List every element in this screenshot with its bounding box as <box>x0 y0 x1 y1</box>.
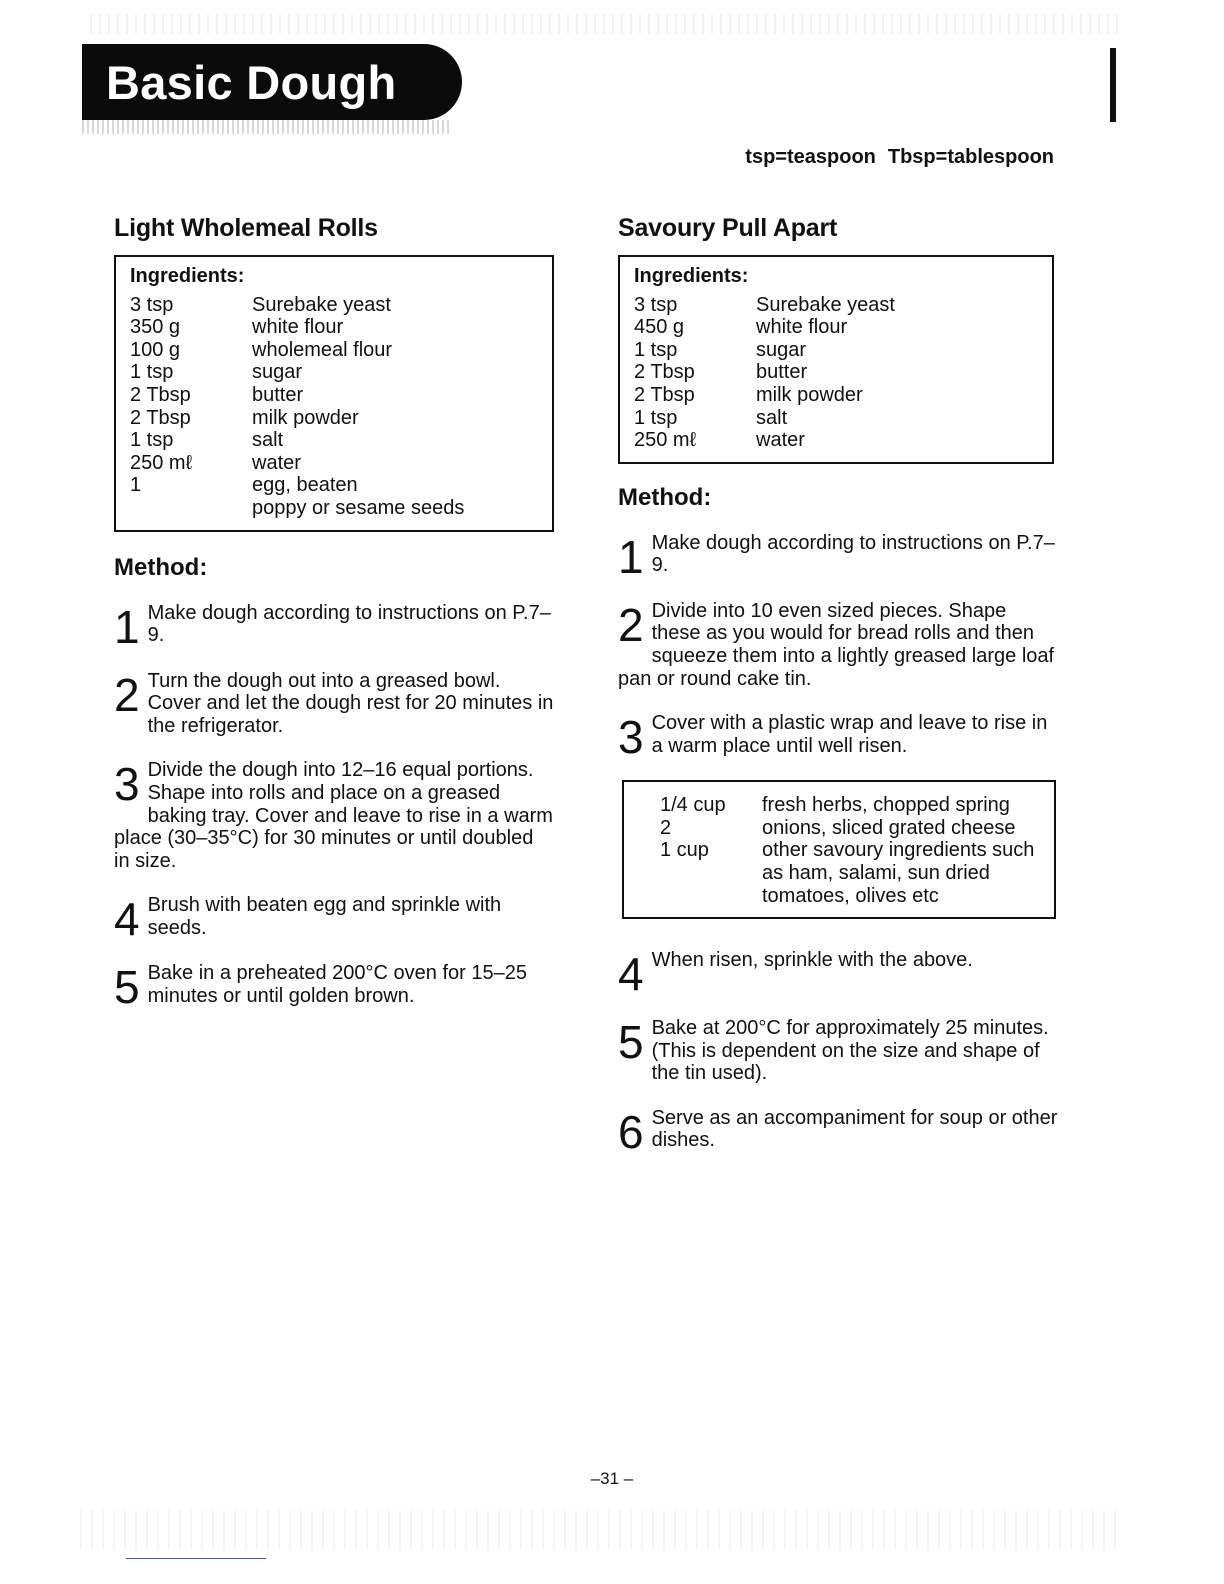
ingredient-row <box>130 452 540 475</box>
ingredient-name: water <box>756 429 805 452</box>
ingredient-quantity: 2 Tbsp <box>634 361 695 384</box>
ingredient-row <box>130 339 540 362</box>
step-text: Bake at 200°C for approximately 25 minutes. (This is dependent on the size and shape of the tin used). <box>651 1017 1049 1085</box>
ingredient-quantity: 2 Tbsp <box>130 383 191 406</box>
step-text: Serve as an accompaniment for soup or other dishes. <box>651 1106 1058 1152</box>
method-steps <box>618 530 1058 764</box>
scan-noise-bottom <box>80 1510 1120 1550</box>
step-number: 4 <box>114 893 140 946</box>
ingredient-row <box>130 361 540 384</box>
ingredient-name: sugar <box>252 361 303 384</box>
ingredient-quantity: 1 tsp <box>130 361 174 384</box>
step-number: 4 <box>618 948 644 1001</box>
ingredient-name: sugar <box>756 338 807 361</box>
ingredient-quantity: 3 tsp <box>130 293 174 316</box>
ingredient-row <box>130 294 540 317</box>
method-step <box>618 1105 1058 1158</box>
ingredient-name: milk powder <box>756 383 863 406</box>
method-step <box>618 600 1058 690</box>
extras-description: fresh herbs, chopped spring onions, sliced grated cheese other savoury ingredients such as ham, salami, sun dried tomatoes, olives etc <box>762 794 1035 907</box>
recipe-savoury-pull-apart <box>618 214 1058 1175</box>
step-text: Make dough according to instructions on P.7–9. <box>147 601 551 647</box>
ingredient-row <box>130 474 540 497</box>
ingredients-label: Ingredients: <box>130 265 245 287</box>
step-text: Make dough according to instructions on P.7–9. <box>651 531 1055 577</box>
ingredient-row <box>634 316 1040 339</box>
method-steps-continued <box>618 948 1058 1158</box>
step-number: 5 <box>114 961 140 1014</box>
method-step <box>114 759 554 872</box>
method-step <box>618 1017 1058 1085</box>
abbreviation-legend <box>745 146 1054 169</box>
ingredient-name: egg, beaten <box>252 474 358 497</box>
ingredient-name: Surebake yeast <box>756 293 895 316</box>
ingredient-quantity: 2 Tbsp <box>634 383 695 406</box>
ingredient-quantity: 450 g <box>634 316 685 339</box>
method-step <box>114 893 554 946</box>
bottom-rule <box>126 1558 266 1559</box>
ingredient-quantity: 2 Tbsp <box>130 406 191 429</box>
step-number: 3 <box>618 711 644 764</box>
page-title: Basic Dough <box>82 44 462 120</box>
ingredient-name: water <box>252 451 301 474</box>
step-text: Divide into 10 even sized pieces. Shape these as you would for bread rolls and then squeeze them into a lightly greased large loaf pan or round cake tin. <box>618 599 1055 690</box>
ingredient-name: butter <box>756 361 808 384</box>
ingredients-box <box>618 255 1054 464</box>
page-number: –31 – <box>590 1469 634 1488</box>
ingredient-name: white flour <box>252 316 344 339</box>
legend-tbsp: Tbsp=tablespoon <box>887 146 1054 168</box>
step-text: When risen, sprinkle with the above. <box>651 949 973 972</box>
edge-mark <box>1110 48 1116 122</box>
extras-quantity: 1 cup <box>660 839 709 862</box>
ingredient-quantity: 350 g <box>130 316 181 339</box>
ingredient-row <box>634 407 1040 430</box>
step-text: Divide the dough into 12–16 equal portions. Shape into rolls and place on a greased baking tray. Cover and leave to rise in a warm place (30–35°C) for 30 minutes or until doubled in size. <box>114 759 553 872</box>
method-label: Method: <box>114 553 208 581</box>
ingredient-row <box>130 407 540 430</box>
step-number: 3 <box>114 758 140 811</box>
ingredient-name: poppy or sesame seeds <box>252 496 465 519</box>
ingredient-row <box>634 384 1040 407</box>
scan-noise-top <box>90 14 1120 34</box>
step-text: Brush with beaten egg and sprinkle with seeds. <box>147 894 502 939</box>
ingredient-row <box>130 316 540 339</box>
step-text: Cover with a plastic wrap and leave to rise in a warm place until well risen. <box>651 712 1048 757</box>
ingredient-row <box>130 384 540 407</box>
ingredient-row <box>634 294 1040 317</box>
method-step <box>618 530 1058 583</box>
extras-quantity: 1/4 cup <box>660 794 726 817</box>
method-step <box>114 600 554 653</box>
ingredients-list <box>634 294 1040 452</box>
ingredient-quantity: 1 tsp <box>634 338 678 361</box>
recipe-light-wholemeal-rolls <box>114 214 554 1030</box>
step-number: 1 <box>114 600 140 653</box>
step-number: 2 <box>114 668 140 721</box>
ingredient-name: milk powder <box>252 406 359 429</box>
step-number: 6 <box>618 1105 644 1158</box>
ingredient-row <box>130 497 540 520</box>
ingredient-quantity: 250 mℓ <box>634 429 697 452</box>
step-text: Turn the dough out into a greased bowl. Cover and let the dough rest for 20 minutes in the refrigerator. <box>147 669 554 737</box>
ingredient-row <box>634 429 1040 452</box>
step-number: 5 <box>618 1016 644 1069</box>
step-number: 2 <box>618 598 644 651</box>
ingredient-quantity: 1 <box>130 474 142 497</box>
method-step <box>618 948 1058 1001</box>
recipe-title: Light Wholemeal Rolls <box>114 214 378 242</box>
legend-tsp: tsp=teaspoon <box>745 146 876 168</box>
step-text: Bake in a preheated 200°C oven for 15–25 minutes or until golden brown. <box>147 962 527 1007</box>
ingredients-box <box>114 255 554 532</box>
ingredients-label: Ingredients: <box>634 265 749 287</box>
method-steps <box>114 600 554 1014</box>
extras-quantities <box>660 794 762 907</box>
ingredient-name: wholemeal flour <box>252 338 393 361</box>
method-label: Method: <box>618 483 712 511</box>
ingredient-name: salt <box>252 429 284 452</box>
ingredient-name: Surebake yeast <box>252 293 391 316</box>
ingredient-quantity: 1 tsp <box>634 406 678 429</box>
ingredient-name: salt <box>756 406 788 429</box>
ingredient-row <box>130 429 540 452</box>
title-shadow <box>82 120 452 134</box>
ingredient-quantity: 1 tsp <box>130 429 174 452</box>
ingredient-row <box>634 339 1040 362</box>
ingredient-quantity <box>130 497 252 520</box>
ingredient-quantity: 100 g <box>130 338 181 361</box>
method-step <box>114 961 554 1014</box>
ingredient-name: white flour <box>756 316 848 339</box>
method-step <box>618 711 1058 764</box>
extras-box <box>622 780 1056 919</box>
extras-quantity: 2 <box>660 816 672 839</box>
ingredient-quantity: 3 tsp <box>634 293 678 316</box>
ingredient-name: butter <box>252 383 304 406</box>
ingredients-list <box>130 294 540 520</box>
method-step <box>114 670 554 738</box>
ingredient-quantity: 250 mℓ <box>130 451 193 474</box>
recipe-title: Savoury Pull Apart <box>618 214 838 242</box>
step-number: 1 <box>618 530 644 583</box>
ingredient-row <box>634 361 1040 384</box>
